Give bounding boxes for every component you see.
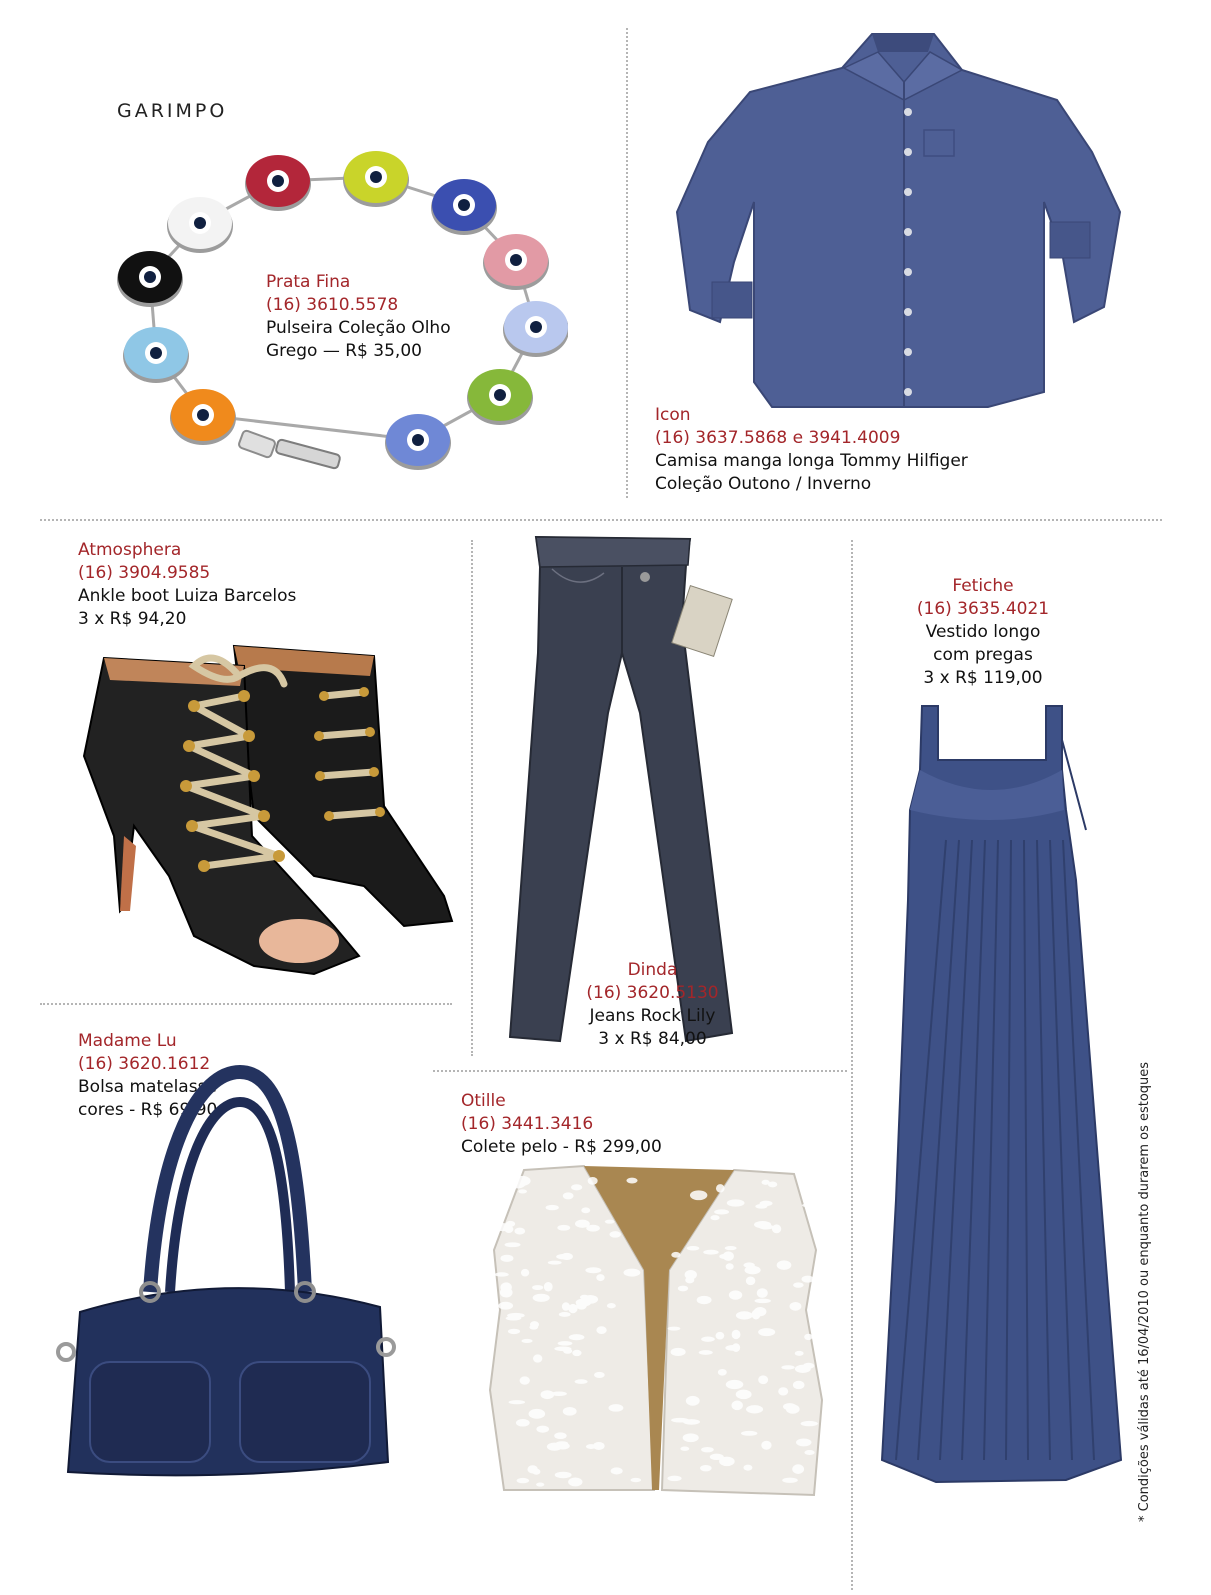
divider-mid-right-vertical xyxy=(851,540,853,1590)
shirt-button xyxy=(904,228,912,236)
bag-image xyxy=(50,1062,400,1492)
bracelet-bead xyxy=(431,179,497,235)
bracelet-bead xyxy=(503,301,568,357)
divider-left-horizontal xyxy=(40,1003,452,1005)
vest-store: Otille xyxy=(461,1091,506,1111)
bracelet-bead xyxy=(117,251,183,307)
boots-image xyxy=(74,636,464,986)
shirt-phone: (16) 3637.5868 e 3941.4009 xyxy=(655,428,901,448)
shirt-image xyxy=(672,22,1132,412)
jeans-desc-line2: 3 x R$ 84,00 xyxy=(598,1029,707,1049)
divider-top-vertical xyxy=(626,28,628,498)
boots-phone: (16) 3904.9585 xyxy=(78,563,211,583)
shirt-button xyxy=(904,348,912,356)
bracelet-bead xyxy=(245,155,311,211)
boots-desc-line1: Ankle boot Luiza Barcelos xyxy=(78,586,297,606)
bracelet-bead xyxy=(167,197,233,253)
bag-phone: (16) 3620.1612 xyxy=(78,1054,211,1074)
bracelet-bead xyxy=(343,151,409,207)
jeans-desc-line1: Jeans Rock Lily xyxy=(589,1006,716,1026)
shirt-desc-line1: Camisa manga longa Tommy Hilfiger xyxy=(655,451,968,471)
bracelet-bead xyxy=(170,389,236,445)
bracelet-bead xyxy=(483,234,549,290)
shirt-button xyxy=(904,308,912,316)
vest-phone: (16) 3441.3416 xyxy=(461,1114,594,1134)
divider-mid-left-vertical xyxy=(471,540,473,1056)
shirt-button xyxy=(904,268,912,276)
boots-desc-line2: 3 x R$ 94,20 xyxy=(78,609,187,629)
dress-phone: (16) 3635.4021 xyxy=(916,599,1050,619)
jeans-store: Dinda xyxy=(627,960,678,980)
divider-center-horizontal xyxy=(433,1070,847,1072)
shirt-button xyxy=(904,148,912,156)
shirt-button xyxy=(904,388,912,396)
bracelet-desc-line2: Grego — R$ 35,00 xyxy=(266,341,422,361)
footnote: * Condições válidas até 16/04/2010 ou enquanto durarem os estoques xyxy=(1137,1061,1152,1522)
bag-desc-line2: cores - R$ 69,90 xyxy=(78,1100,218,1120)
boots-store: Atmosphera xyxy=(78,540,182,560)
bracelet-bead xyxy=(385,414,451,470)
bag-store: Madame Lu xyxy=(78,1031,177,1051)
vest-desc-line1: Colete pelo - R$ 299,00 xyxy=(461,1137,662,1157)
shirt-desc-line2: Coleção Outono / Inverno xyxy=(655,474,872,494)
dress-image xyxy=(876,700,1126,1490)
bracelet-phone: (16) 3610.5578 xyxy=(266,295,399,315)
section-title: GARIMPO xyxy=(117,100,228,122)
bracelet-bead xyxy=(123,327,189,383)
shirt-button xyxy=(904,188,912,196)
shirt-button xyxy=(904,108,912,116)
bracelet-desc-line1: Pulseira Coleção Olho xyxy=(266,318,451,338)
bag-desc-line1: Bolsa matelassê xyxy=(78,1077,217,1097)
dress-desc-line3: 3 x R$ 119,00 xyxy=(923,668,1043,688)
dress-desc-line2: com pregas xyxy=(933,645,1033,665)
dress-desc-line1: Vestido longo xyxy=(925,622,1041,642)
jeans-phone: (16) 3620.5130 xyxy=(586,983,719,1003)
bracelet-store: Prata Fina xyxy=(266,272,351,292)
vest-image xyxy=(484,1160,834,1510)
dress-store: Fetiche xyxy=(952,576,1014,596)
divider-top-horizontal xyxy=(40,519,1162,521)
bracelet-bead xyxy=(467,369,533,425)
shirt-store: Icon xyxy=(655,405,691,425)
